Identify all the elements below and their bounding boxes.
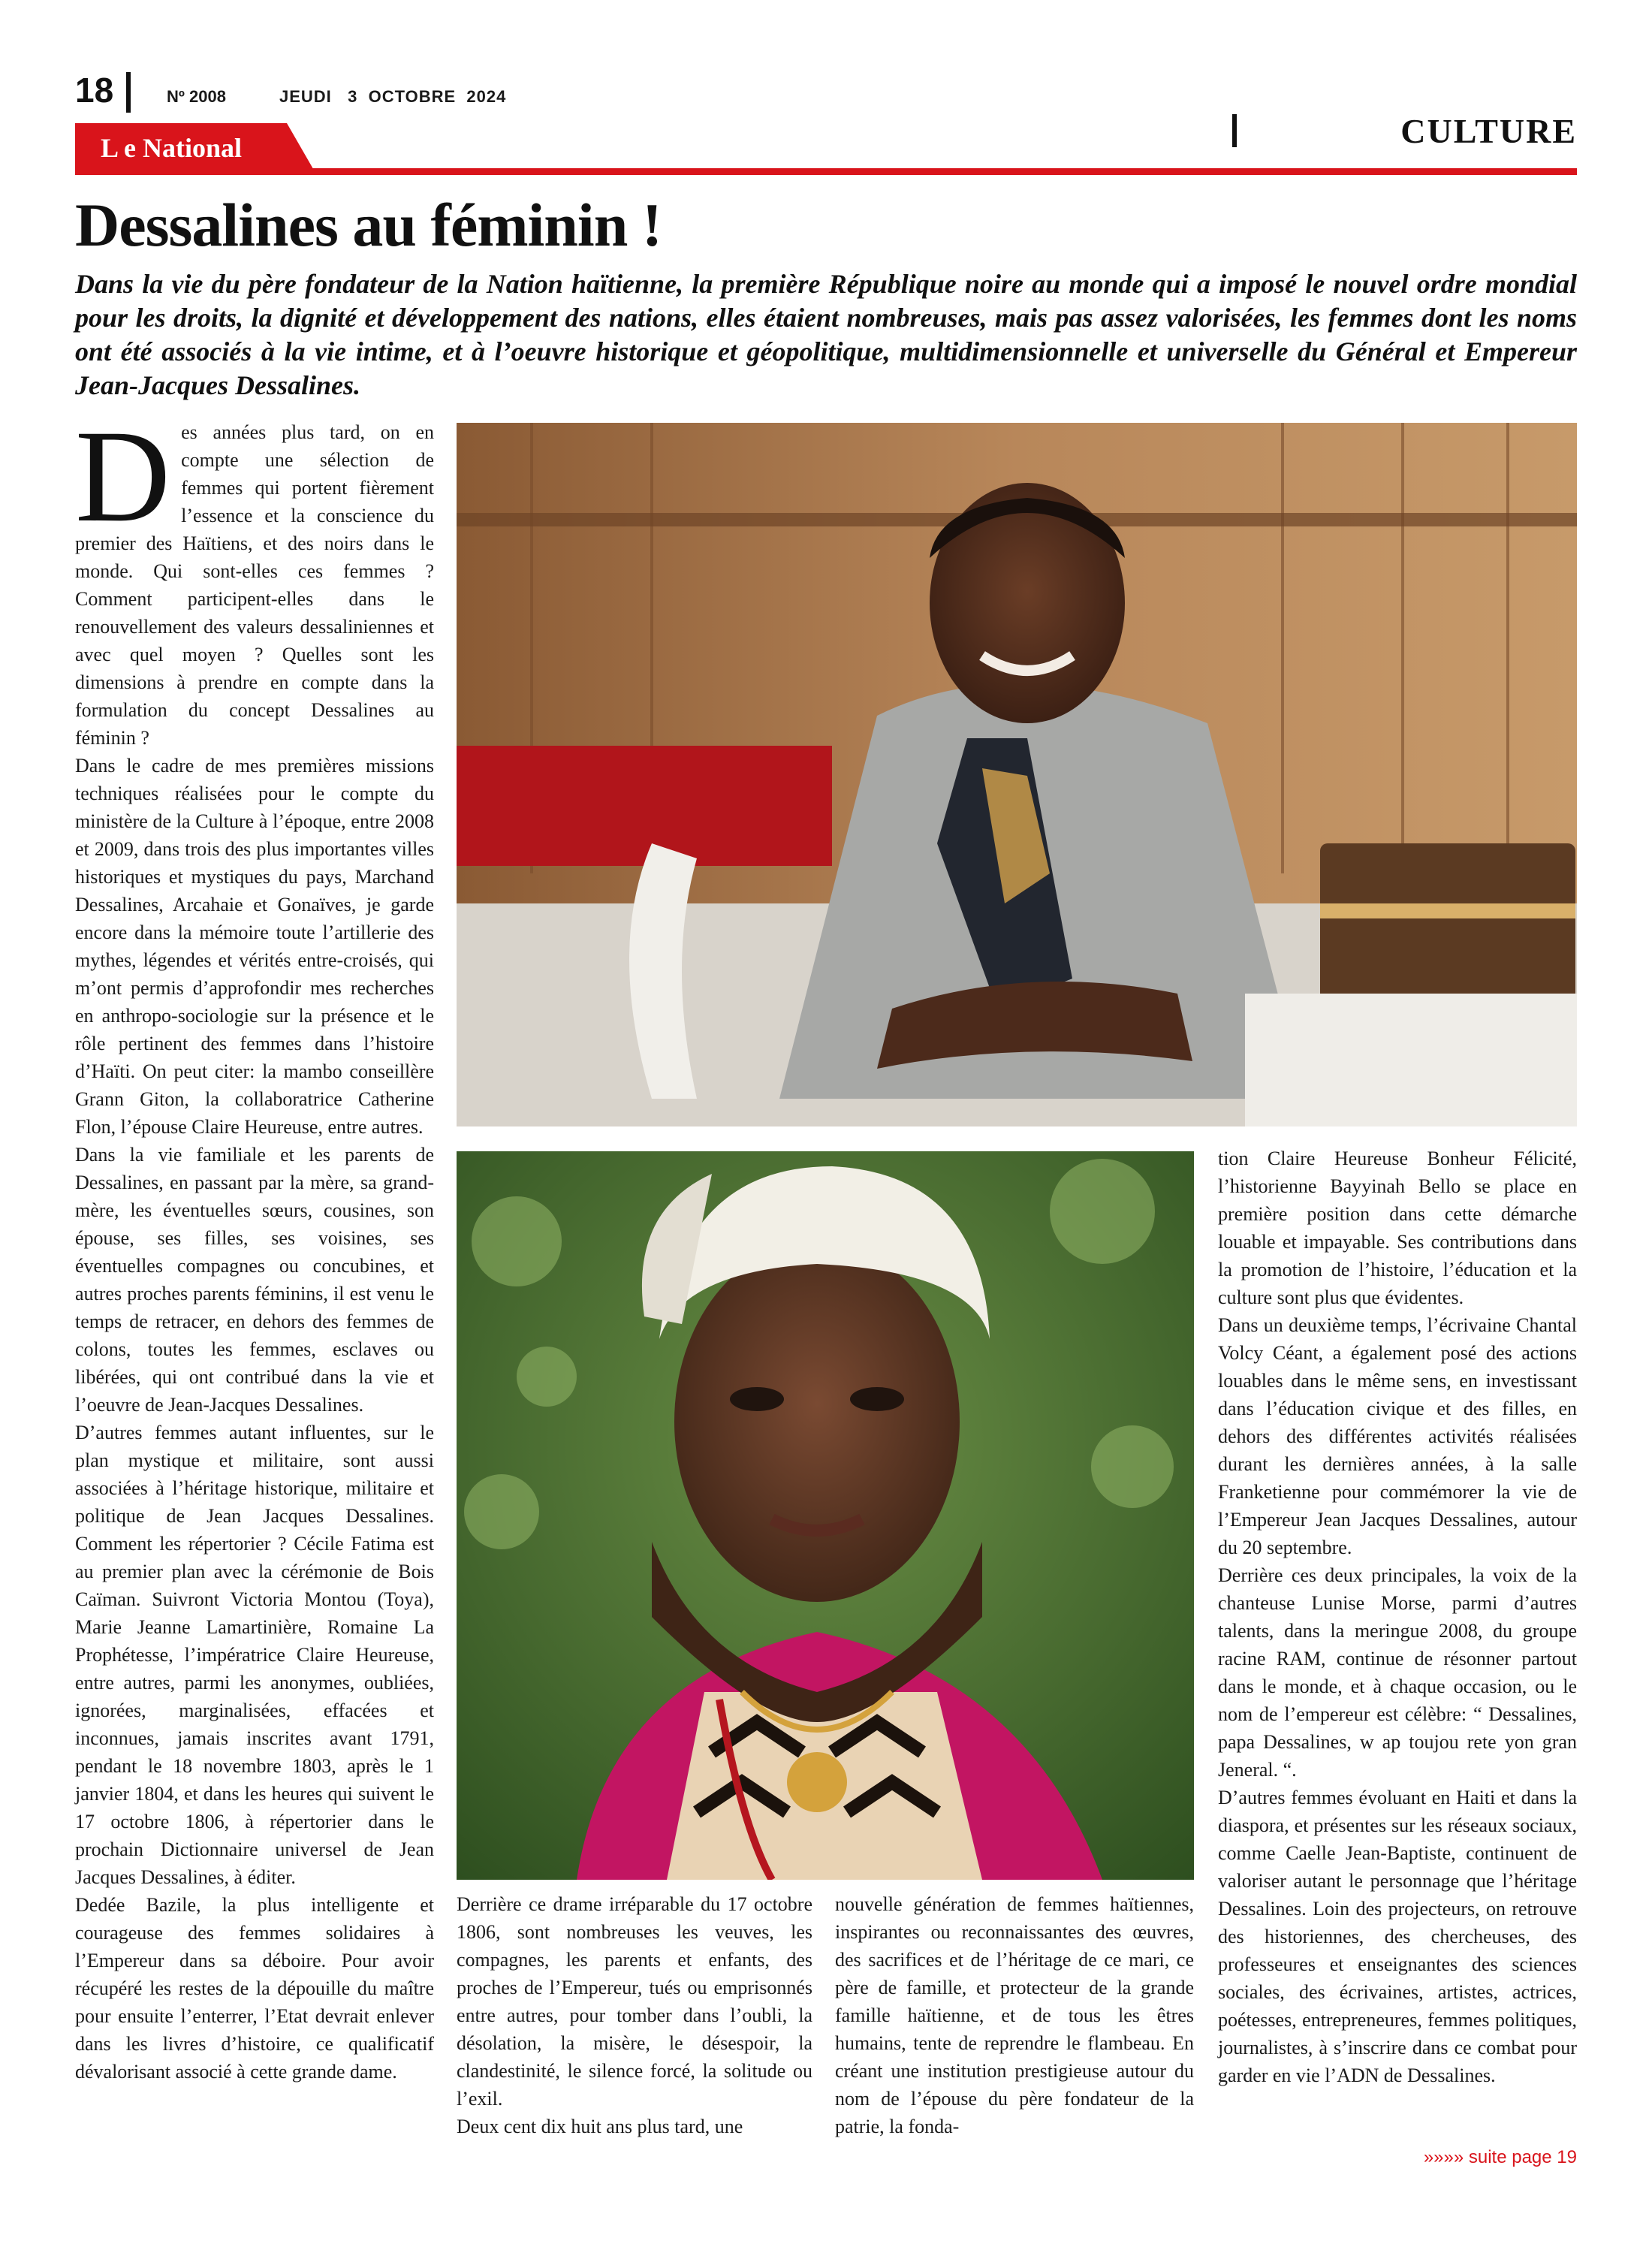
header-rule — [75, 168, 1577, 175]
section-label: CULTURE — [1400, 112, 1577, 150]
paragraph: Dans la vie familiale et les parents de Dessalines, en passant par la mère, sa grand-mère, les éventuelles sœurs, cousines, son épouse, ses filles, ses voisines, ses éventuelles compagnes ou concubines, et autres proches parents féminins, il est venu le temps de retracer, en dehors des femmes de colons, toutes les femmes, esclaves ou libérées, qui ont contribué dans la vie et l’oeuvre de Jean-Jacques Dessalines. — [75, 1144, 434, 1416]
paragraph: D’autres femmes autant influentes, sur le plan mystique et militaire, sont aussi associées à l’héritage historique, militaire et politique de Jean Jacques Dessalines. Comment les répertorier ? Cécile Fatima est au premier plan avec la cérémonie de Bois Caïman. Suivront Victoria Montou (Toya), Marie Jeanne Lamartinière, Romaine La Prophétesse, l’impératrice Claire Heureuse, entre autres, parmi les anonymes, oubliées, ignorées, marginalisées, effacées et inconnues, jamais inscrites avant 1791, pendant le 18 novembre 1803, après le 1 janvier 1804, et dans les heures qui suivent le 17 octobre 1806, à répertorier dans le prochain Dictionnaire universel de Jean Jacques Dessalines, à éditer. — [75, 1422, 434, 1888]
photo-woman-white-headwrap — [457, 1151, 1194, 1880]
header-divider — [126, 72, 131, 113]
paragraph: Derrière ces deux principales, la voix de la chanteuse Lunise Morse, parmi d’autres talents, dans la meringue 2008, du groupe racine RAM, continue de résonner partout dans le monde, et à chaque occasion, ou le nom de l’empereur est célèbre: “ Dessalines, papa Dessalines, w ap toujou rete yon gran Jeneral. “. — [1218, 1564, 1577, 1781]
paragraph: Dedée Bazile, la plus intelligente et courageuse des femmes solidaires à l’Empereur dans sa déboire. Pour avoir récupéré les restes de la dépouille du maître pour ensuite l’enterrer, l’Etat devrait enlever dans les livres d’histoire, ce qualificatif dévalorisant associé à cette grande dame. — [75, 1894, 434, 2083]
paragraph: D’autres femmes évoluant en Haiti et dans la diaspora, et présentes sur les réseaux sociaux, comme Caelle Jean-Baptiste, continuent de valoriser autant le personnage que l’héritage Dessalines. Loin des projecteurs, on retrouve des historiennes, des chercheuses, des professeures et enseignantes des sciences sociales, des écrivaines, artistes, actrices, poétesses, entrepreneures, femmes politiques, journalistes, à s’inscrire dans ce combat pour garder en vie l’ADN de Dessalines. — [1218, 1787, 1577, 2086]
newspaper-name: L e National — [101, 133, 243, 163]
article-column-1 — [75, 403, 434, 2161]
section-divider — [1232, 114, 1237, 147]
paragraph: Dans le cadre de mes premières missions techniques réalisées pour le compte du ministère de la Culture à l’époque, entre 2008 et 2009, dans trois des plus importantes villes historiques et mystiques du pays, Marchand Dessalines, Arcahaie et Gonaïves, je garde encore dans la mémoire toute l’artillerie des mythes, légendes et vérités entre-croisés, qui m’ont permis d’approfondir mes recherches en anthropo-sociologie sur la présence et le rôle pertinent des femmes dans l’histoire d’Haïti. On peut citer: la mambo conseillère Grann Giton, la collaboratrice Catherine Flon, l’épouse Claire Heureuse, entre autres. — [75, 755, 434, 1138]
paragraph: Dans un deuxième temps, l’écrivaine Chantal Volcy Céant, a également posé des actions louables dans le même sens, en investissant dans l’éducation civique et des filles, en dehors des différentes activités réalisées durant les dernières années, à la salle Franketienne pour commémorer la vie de l’Empereur Jean Jacques Dessalines, autour du 20 septembre. — [1218, 1314, 1577, 1558]
drop-cap: D — [75, 403, 171, 550]
article-lede: Dans la vie du père fondateur de la Nation haïtienne, la première République noire au monde qui a imposé le nouvel ordre mondial pour les droits, la dignité et développement des nations, elles étaient nombreuses, mais pas assez valorisées, les femmes dont les noms ont été associés à la vie intime, et à l’oeuvre historique et géopolitique, multidimensionnelle et universelle du Général et Empereur Jean-Jacques Dessalines. — [75, 269, 1577, 400]
issue-number: Nº 2008 — [167, 87, 226, 106]
paragraph: tion Claire Heureuse Bonheur Félicité, l’historienne Bayyinah Bello se place en première position dans cette démarche louable et impayable. Ses contributions dans la promotion de l’histoire, l’éducation et la culture sont plus que évidentes. — [1218, 1148, 1577, 1308]
paragraph: Deux cent dix huit ans plus tard, une — [457, 2116, 743, 2137]
paragraph: nouvelle génération de femmes haïtiennes, inspirantes ou reconnaissantes des œuvres, des sacrifices et de l’héritage de ce mari, ce père de famille, et protecteur de la grande famille haïtienne, et de tous les êtres humains, tente de reprendre le flambeau. En créant une institution prestigieuse autour du nom de l’épouse du père fondateur de la patrie, la fonda- — [835, 1893, 1194, 2137]
continued-link[interactable]: »»»» suite page 19 — [1423, 2147, 1577, 2167]
article-title: Dessalines au féminin ! — [75, 191, 662, 259]
article-column-3 — [835, 1890, 1194, 2161]
paragraph: Des années plus tard, on en compte une sélection de femmes qui portent fièrement l’essence et la conscience du premier des Haïtiens, et des noirs dans le monde. Qui sont-elles ces femmes ? Comment participent-elles dans le renouvellement des valeurs dessaliniennes et avec quel moyen ? Quelles sont les dimensions à prendre en compte dans la formulation du concept Dessalines au féminin ? — [75, 403, 434, 749]
paragraph: Derrière ce drame irréparable du 17 octobre 1806, sont nombreuses les veuves, les compagnes, les parents et enfants, des proches de l’Empereur, tués ou emprisonnés entre autres, pour tomber dans l’oubli, la désolation, la misère, le désespoir, la clandestinité, le silence forcé, la solitude ou l’exil. — [457, 1893, 812, 2110]
photo-woman-grey-blazer — [457, 423, 1577, 1126]
article-column-2 — [457, 1890, 812, 2161]
article-column-4 — [1218, 1145, 1577, 2154]
issue-date: JEUDI 3 OCTOBRE 2024 — [279, 87, 507, 106]
page-number: 18 — [75, 71, 114, 110]
